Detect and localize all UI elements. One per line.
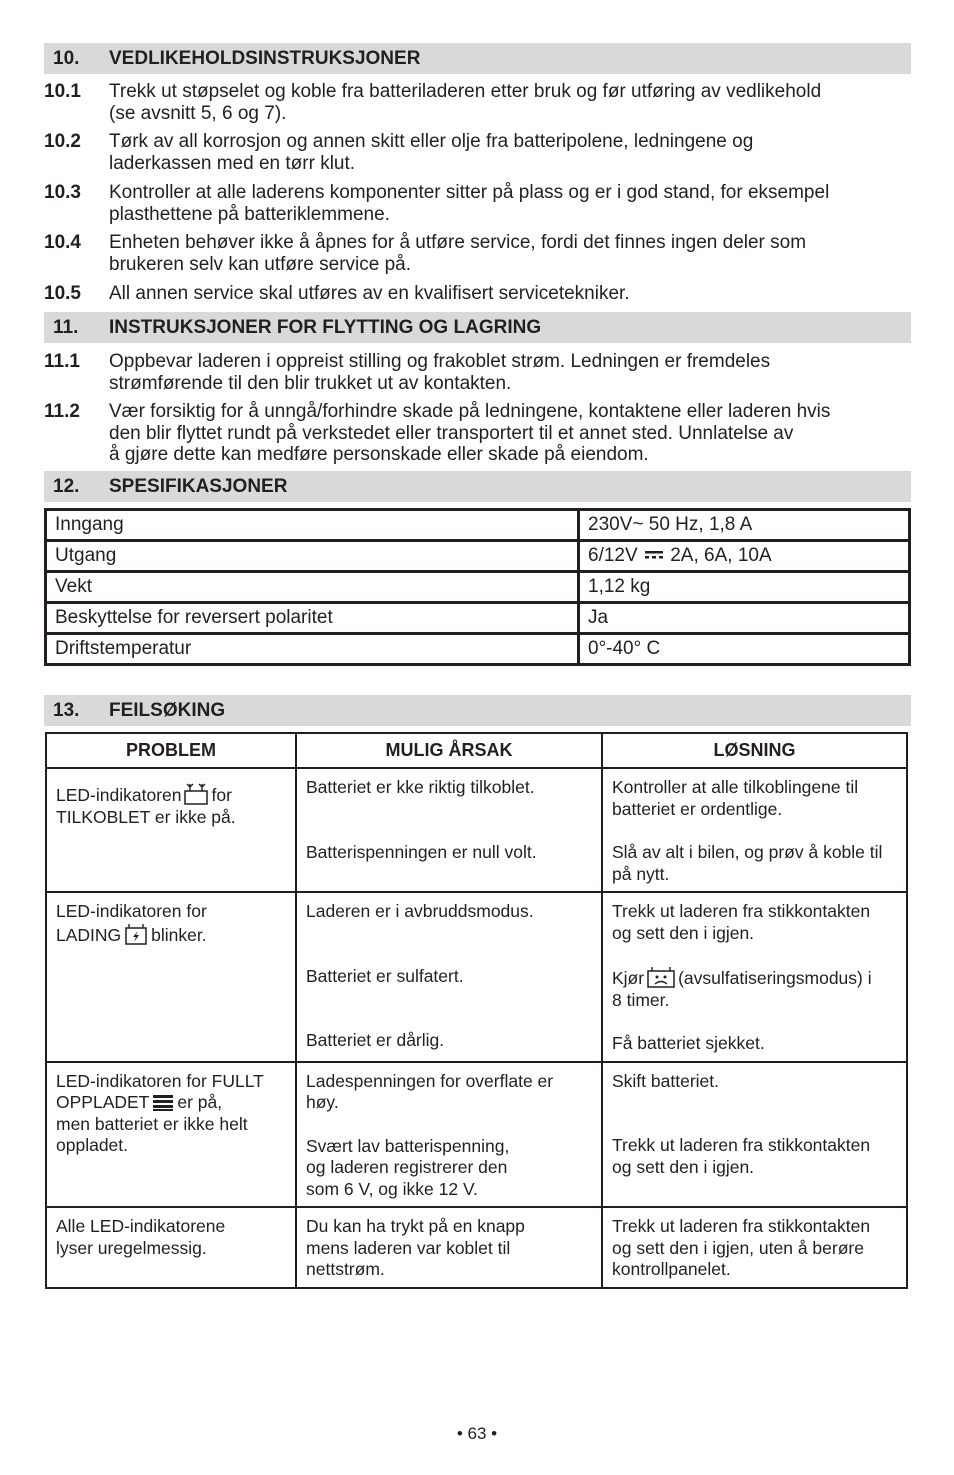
spec-value-prefix: 6/12V [588, 545, 638, 566]
solution-text: og sett den i igjen, uten å berøre [612, 1237, 864, 1258]
spec-label: Vekt [46, 572, 579, 603]
spec-row [46, 572, 910, 603]
item-line: laderkassen med en tørr klut. [109, 152, 356, 174]
section-number: 12. [53, 476, 80, 497]
problem-text: for [211, 785, 232, 805]
problem-cell [46, 892, 296, 1062]
section-10-header [44, 43, 911, 74]
section-title: INSTRUKSJONER FOR FLYTTING OG LAGRING [109, 317, 542, 338]
solution-text: Kjør [612, 968, 645, 988]
page-number: • 63 • [456, 1424, 498, 1443]
item-number: 10.2 [44, 131, 81, 152]
section-title: VEDLIKEHOLDSINSTRUKSJONER [109, 48, 421, 69]
cause-text: mens laderen var koblet til [306, 1237, 511, 1258]
section-number: 13. [53, 700, 80, 721]
cause-text: nettstrøm. [306, 1259, 385, 1279]
problem-text: TILKOBLET er ikke på. [56, 806, 236, 827]
problem-text: Alle LED-indikatorene [56, 1216, 226, 1236]
cause-text: Ladespenningen for overflate er [306, 1070, 554, 1091]
item-line: Enheten behøver ikke å åpnes for å utføre service, fordi det finnes ingen deler som [109, 232, 807, 253]
item-line: å gjøre dette kan medføre personskade eller skade på eiendom. [109, 444, 649, 465]
problem-text: OPPLADET [56, 1092, 150, 1112]
troubleshooting-table [45, 732, 908, 1289]
cause-cell [296, 892, 602, 1062]
table-row [46, 1207, 907, 1288]
item-line: Oppbevar laderen i oppreist stilling og frakoblet strøm. Ledningen er fremdeles [109, 351, 771, 372]
section-number: 10. [53, 48, 80, 69]
table-row [46, 1062, 907, 1208]
cause-text: Batteriet er kke riktig tilkoblet. [306, 777, 535, 797]
solution-text: på nytt. [612, 863, 670, 884]
section-title: SPESIFIKASJONER [109, 476, 288, 497]
item-number: 10.4 [44, 232, 81, 253]
solution-text: og sett den i igjen. [612, 1156, 755, 1177]
spec-label: Beskyttelse for reversert polaritet [46, 603, 579, 634]
problem-text: LED-indikatoren for FULLT [56, 1070, 264, 1091]
spec-value: 0°-40° C [579, 634, 910, 665]
solution-text: kontrollpanelet. [612, 1259, 731, 1279]
spec-row [46, 634, 910, 665]
item-line: brukeren selv kan utføre service på. [109, 253, 412, 275]
problem-text: men batteriet er ikke helt [56, 1113, 248, 1134]
solution-cell [602, 1207, 907, 1288]
solution-cell [602, 1062, 907, 1208]
cause-cell [296, 768, 602, 892]
problem-cell [46, 1207, 296, 1288]
spec-row [46, 541, 910, 572]
spec-value: 1,12 kg [579, 572, 910, 603]
solution-text: Trekk ut laderen fra stikkontakten [612, 901, 871, 921]
cause-text: Batteriet er sulfatert. [306, 965, 464, 986]
item-line: (se avsnitt 5, 6 og 7). [109, 102, 287, 124]
table-row [46, 892, 907, 1062]
spec-label: Inngang [46, 510, 579, 541]
spec-value: Ja [579, 603, 910, 634]
solution-text: Få batteriet sjekket. [612, 1033, 765, 1053]
solution-text: 8 timer. [612, 989, 670, 1010]
item-number: 11.2 [44, 401, 80, 422]
battery-charging-icon [123, 923, 149, 945]
item-line: Kontroller at alle laderens komponenter sitter på plass og er i god stand, for eksempel [109, 182, 830, 203]
column-header-cause: MULIG ÅRSAK [296, 733, 602, 768]
cause-text: og laderen registrerer den [306, 1157, 508, 1177]
section-title: FEILSØKING [109, 700, 226, 721]
solution-text: Kontroller at alle tilkoblingene til [612, 777, 859, 797]
solution-text: og sett den i igjen. [612, 922, 755, 943]
cause-text: Laderen er i avbruddsmodus. [306, 901, 534, 921]
problem-text: LADING [56, 924, 122, 945]
solution-text: Trekk ut laderen fra stikkontakten [612, 1135, 871, 1155]
problem-text: blinker. [151, 924, 207, 945]
cause-text: høy. [306, 1092, 339, 1112]
problem-cell [46, 1062, 296, 1208]
item-line: Trekk ut støpselet og koble fra batteriladeren etter bruk og før utføring av vedlikehold [109, 81, 822, 102]
solution-text: Skift batteriet. [612, 1070, 719, 1091]
section-12-header [44, 471, 911, 502]
spec-label: Utgang [46, 541, 579, 572]
problem-text: oppladet. [56, 1135, 129, 1155]
battery-full-icon [151, 1092, 175, 1112]
table-row [46, 768, 907, 892]
spec-value-suffix: 2A, 6A, 10A [670, 545, 772, 566]
cause-cell [296, 1207, 602, 1288]
item-line: Vær forsiktig for å unngå/forhindre skade på ledningene, kontaktene eller laderen hvis [109, 401, 831, 422]
spec-row [46, 510, 910, 541]
spec-value [579, 541, 910, 572]
section-11-header [44, 312, 911, 343]
solution-cell [602, 892, 907, 1062]
problem-text: lyser uregelmessig. [56, 1237, 207, 1258]
item-line: strømførende til den blir trukket ut av kontakten. [109, 372, 512, 394]
solution-cell [602, 768, 907, 892]
column-header-problem: PROBLEM [46, 733, 296, 768]
cause-text: som 6 V, og ikke 12 V. [306, 1178, 478, 1199]
item-number: 11.1 [44, 351, 80, 372]
cause-text: Batterispenningen er null volt. [306, 841, 537, 862]
solution-text: Trekk ut laderen fra stikkontakten [612, 1216, 871, 1236]
section-number: 11. [53, 317, 79, 338]
item-line: plasthettene på batteriklemmene. [109, 203, 390, 225]
item-number: 10.5 [44, 283, 81, 304]
problem-cell [46, 768, 296, 892]
dc-current-icon [645, 549, 663, 561]
item-line: All annen service skal utføres av en kvalifisert servicetekniker. [109, 283, 630, 304]
section-13-header [44, 695, 911, 726]
cause-text: Svært lav batterispenning, [306, 1135, 510, 1156]
problem-text: LED-indikatoren for [56, 901, 207, 921]
solution-text: Slå av alt i bilen, og prøv å koble til [612, 842, 883, 862]
battery-connected-icon [183, 783, 209, 805]
desulfation-mode-icon [646, 966, 676, 988]
spec-row [46, 603, 910, 634]
item-number: 10.3 [44, 182, 81, 203]
item-line: den blir flyttet rundt på verkstedet eller transportert til et annet sted. Unnlatelse av [109, 422, 794, 444]
item-line: Tørk av all korrosjon og annen skitt eller olje fra batteripolene, ledningene og [109, 131, 754, 152]
column-header-solution: LØSNING [602, 733, 907, 768]
solution-text: (avsulfatiseringsmodus) i [678, 968, 872, 988]
spec-value: 230V~ 50 Hz, 1,8 A [579, 510, 910, 541]
item-number: 10.1 [44, 81, 81, 102]
cause-text: Batteriet er dårlig. [306, 1030, 445, 1050]
specifications-table [44, 508, 911, 666]
cause-text: Du kan ha trykt på en knapp [306, 1216, 525, 1236]
cause-cell [296, 1062, 602, 1208]
spec-label: Driftstemperatur [46, 634, 579, 665]
table-header-row [46, 733, 907, 768]
solution-text: batteriet er ordentlige. [612, 798, 783, 819]
problem-text: LED-indikatoren [56, 785, 182, 805]
problem-text: er på, [177, 1092, 223, 1112]
